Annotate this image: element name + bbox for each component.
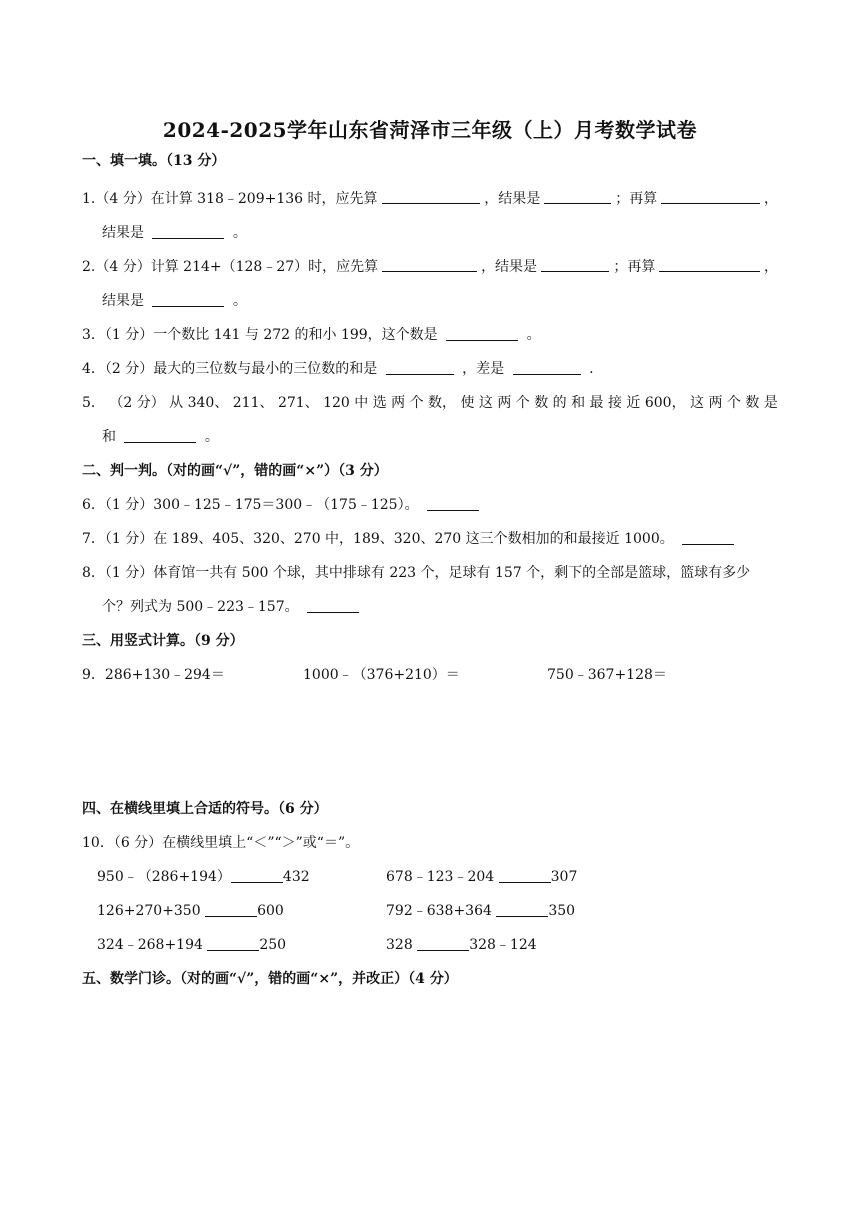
q1-blank-3[interactable] bbox=[661, 189, 760, 204]
q10-item-4 bbox=[386, 901, 575, 921]
q5-word: 两 bbox=[391, 395, 406, 411]
q5-word: 271、 bbox=[277, 395, 319, 411]
q5-word: 个 bbox=[726, 395, 741, 411]
q5-word: 两 bbox=[497, 395, 512, 411]
q1-text-e: 结果是 bbox=[102, 225, 144, 241]
q10-blank-3[interactable] bbox=[205, 902, 257, 917]
q5-word: 选 bbox=[372, 395, 387, 411]
q4-text-a: 4．（2 分）最大的三位数与最小的三位数的和是 bbox=[82, 361, 378, 377]
q5-word: 340、 bbox=[187, 395, 229, 411]
q3-blank-1[interactable] bbox=[446, 326, 518, 341]
q5-word: 近 bbox=[626, 395, 641, 411]
q2-text-e: 结果是 bbox=[102, 293, 144, 309]
q9-expression-1: 286+130﹣294＝ bbox=[104, 667, 225, 683]
q2-blank-2[interactable] bbox=[541, 257, 609, 272]
q4-blank-2[interactable] bbox=[513, 360, 581, 375]
q5-word: （2 分） bbox=[109, 395, 165, 411]
q2-blank-3[interactable] bbox=[659, 257, 760, 272]
question-1-line-2 bbox=[102, 223, 247, 243]
q5-word: 最 bbox=[589, 395, 604, 411]
q4-blank-1[interactable] bbox=[386, 360, 454, 375]
q1-text-f: 。 bbox=[232, 225, 247, 241]
q5-word: 5． bbox=[82, 395, 105, 411]
q1-text-b: ，结果是 bbox=[484, 191, 541, 207]
q6-text: 6．（1 分）300﹣125﹣175＝300﹣（175﹣125）。 bbox=[82, 497, 419, 513]
q10-right: 307 bbox=[550, 869, 578, 885]
q2-blank-4[interactable] bbox=[152, 292, 224, 307]
q10-item-2 bbox=[386, 867, 577, 887]
q5-word: 个 bbox=[409, 395, 424, 411]
question-4 bbox=[82, 359, 594, 379]
section-3-heading: 三、用竖式计算。（9 分） bbox=[82, 633, 244, 649]
q2-text-c: ；再算 bbox=[613, 259, 656, 275]
q5-word: 120 bbox=[323, 395, 350, 411]
section-2-heading: 二、判一判。（对的画“√”，错的画“×”）（3 分） bbox=[82, 463, 388, 479]
q1-blank-2[interactable] bbox=[544, 189, 611, 204]
q5-word: 接 bbox=[607, 395, 622, 411]
q3-text-b: 。 bbox=[526, 327, 541, 343]
q6-answer-blank[interactable] bbox=[427, 496, 479, 511]
q10-blank-2[interactable] bbox=[499, 868, 551, 883]
q5-word: 600， bbox=[644, 395, 686, 411]
q10-blank-6[interactable] bbox=[417, 936, 469, 951]
q10-left: 324﹣268+194 bbox=[97, 937, 203, 953]
q5-word: 中 bbox=[354, 395, 369, 411]
q4-text-c: . bbox=[589, 361, 594, 377]
q7-answer-blank[interactable] bbox=[682, 530, 734, 545]
question-7 bbox=[82, 529, 738, 549]
q10-item-6 bbox=[386, 935, 537, 955]
q5-word: 从 bbox=[169, 395, 184, 411]
q9-expression-3: 750﹣367+128＝ bbox=[547, 667, 667, 683]
q10-left: 328 bbox=[386, 937, 413, 953]
q8-answer-blank[interactable] bbox=[307, 598, 359, 613]
q10-blank-5[interactable] bbox=[207, 936, 259, 951]
q2-text-f: 。 bbox=[232, 293, 247, 309]
q4-text-b: ，差是 bbox=[462, 361, 505, 377]
q3-text-a: 3．（1 分）一个数比 141 与 272 的和小 199，这个数是 bbox=[82, 327, 438, 343]
q5-word: 数 bbox=[745, 395, 760, 411]
q5-word: 和 bbox=[571, 395, 586, 411]
question-2-line-2 bbox=[102, 291, 247, 311]
question-5-line-1 bbox=[82, 393, 778, 413]
q1-blank-1[interactable] bbox=[382, 189, 481, 204]
q10-left: 126+270+350 bbox=[97, 903, 201, 919]
q1-text-d: ， bbox=[764, 191, 778, 207]
q5-word: 数 bbox=[534, 395, 549, 411]
section-5-heading: 五、数学门诊。（对的画“√”，错的画“×”，并改正）（4 分） bbox=[82, 971, 458, 987]
q5-word: 使 bbox=[460, 395, 475, 411]
q10-right: 328﹣124 bbox=[469, 937, 537, 953]
q10-right: 600 bbox=[257, 903, 284, 919]
q10-right: 250 bbox=[259, 937, 287, 953]
q5-word: 的 bbox=[552, 395, 567, 411]
q1-blank-4[interactable] bbox=[152, 224, 224, 239]
q5-word: 两 bbox=[708, 395, 723, 411]
q5-word: 数， bbox=[428, 395, 457, 411]
q10-item-3 bbox=[97, 901, 284, 921]
q10-left: 950﹣（286+194） bbox=[97, 869, 231, 885]
q9-expression-2: 1000﹣（376+210）＝ bbox=[303, 667, 460, 683]
question-6 bbox=[82, 495, 483, 515]
q2-text-a: 2.（4 分）计算 214+（128﹣27）时，应先算 bbox=[82, 259, 379, 275]
question-10-intro: 10．（6 分）在横线里填上“＜”“＞”或“＝”。 bbox=[82, 835, 360, 851]
q5-text-he: 和 bbox=[102, 429, 116, 445]
question-9-expr-1 bbox=[82, 665, 225, 685]
q5-word: 这 bbox=[478, 395, 493, 411]
q10-item-1 bbox=[97, 867, 310, 887]
q2-text-b: ，结果是 bbox=[481, 259, 538, 275]
question-5-line-2 bbox=[102, 427, 219, 447]
page-title: 2024-2025学年山东省菏泽市三年级（上）月考数学试卷 bbox=[162, 118, 698, 142]
q8-text-a: 8．（1 分）体育馆一共有 500 个球，其中排球有 223 个，足球有 157 个，剩下的全部是篮球，篮球有多少 bbox=[82, 565, 751, 581]
q5-text-end: 。 bbox=[204, 429, 219, 445]
q10-blank-4[interactable] bbox=[496, 902, 548, 917]
q5-blank-1[interactable] bbox=[124, 428, 196, 443]
q10-left: 792﹣638+364 bbox=[386, 903, 492, 919]
q10-left: 678﹣123﹣204 bbox=[386, 869, 495, 885]
question-2-line-1 bbox=[82, 257, 778, 277]
section-1-heading: 一、填一填。（13 分） bbox=[82, 153, 226, 169]
q7-text: 7．（1 分）在 189、405、320、270 中，189、320、270 这三个数相加的和最接近 1000。 bbox=[82, 531, 674, 547]
q5-word: 个 bbox=[515, 395, 530, 411]
q1-text-c: ；再算 bbox=[615, 191, 658, 207]
q2-blank-1[interactable] bbox=[382, 257, 477, 272]
q10-right: 432 bbox=[282, 869, 310, 885]
question-8-line-2 bbox=[102, 597, 363, 617]
q10-blank-1[interactable] bbox=[231, 868, 283, 883]
q10-item-5 bbox=[97, 935, 286, 955]
section-4-heading: 四、在横线里填上合适的符号。（6 分） bbox=[82, 801, 328, 817]
question-8-line-1 bbox=[82, 563, 750, 583]
q5-word: 这 bbox=[690, 395, 705, 411]
q1-text-a: 1.（4 分）在计算 318﹣209+136 时，应先算 bbox=[82, 191, 378, 207]
q5-word: 是 bbox=[763, 395, 778, 411]
q2-text-d: ， bbox=[764, 259, 778, 275]
question-3 bbox=[82, 325, 541, 345]
q9-prefix: 9． bbox=[82, 667, 105, 683]
q10-right: 350 bbox=[548, 903, 576, 919]
q8-text-b: 个？列式为 500﹣223﹣157。 bbox=[102, 599, 299, 615]
question-1-line-1 bbox=[82, 189, 778, 209]
q5-word: 211、 bbox=[232, 395, 274, 411]
